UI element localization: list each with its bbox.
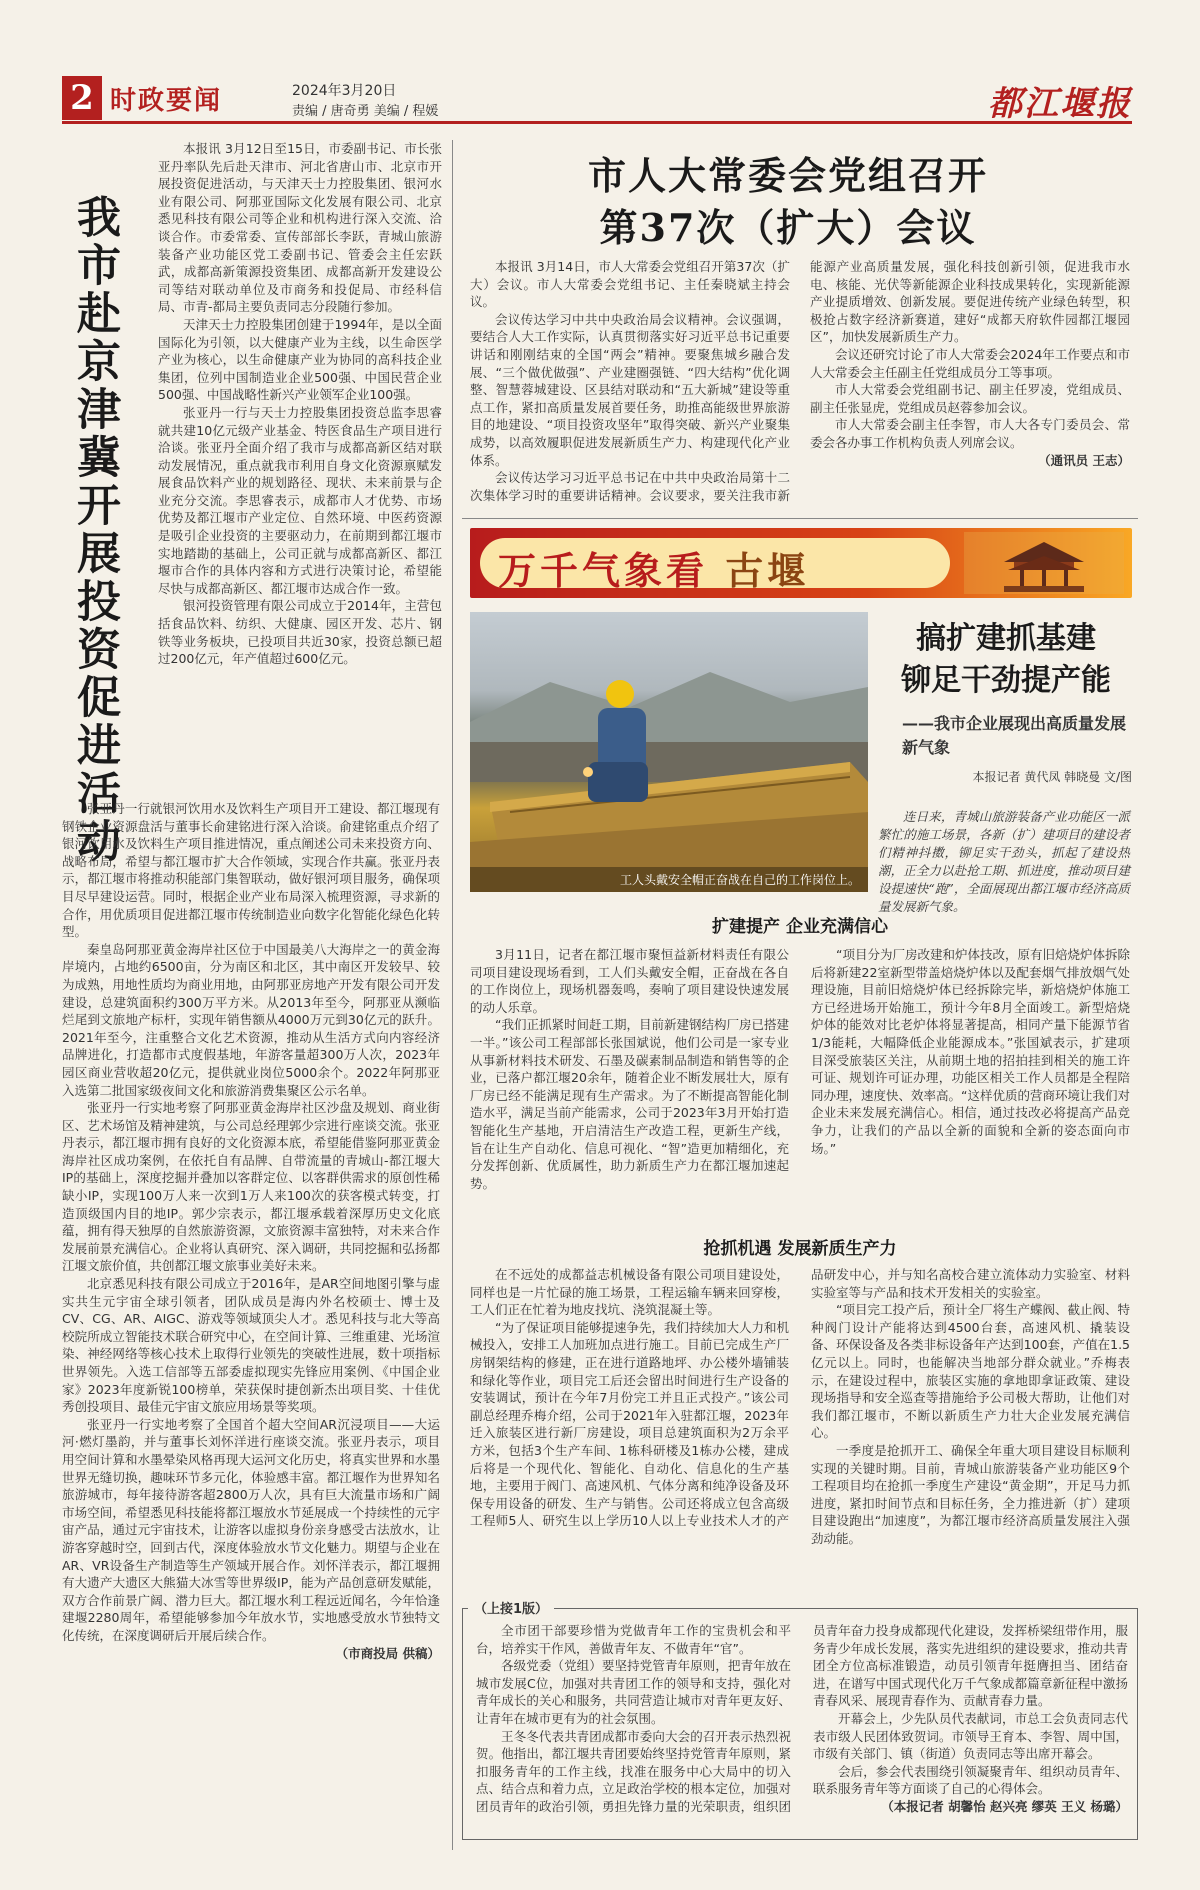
headline-line: 铆足干劲提产能 [901,663,1111,698]
paragraph: 各级党委（党组）要坚持党管青年原则，把青年放在城市发展C位，加强对共青团工作的领导和支持，强化对青年成长的关心和服务，共同营造让城市对青年更友好、让青年在城市更有为的社会氛围。 [476,1658,791,1726]
article2-byline: 本报记者 黄代凤 韩晓曼 文/图 [972,770,1132,784]
paragraph: 张亚丹一行实地考察了全国首个超大空间AR沉浸项目——大运河·燃灯墨韵，并与董事长刘怀洋进行座谈交流。张亚丹表示，项目用空间计算和水墨晕染风格再现大运河文化历史，将真实世界和水墨世界无缝切换，趣味环节多元化，体验感丰富。都江堰作为世界知名旅游城市，每年接待游客超2800万人次，具有巨大流量市场和广阔市场空间，希望悉见科技能将都江堰放水节延展成一个持续性的元宇宙产品，通过元宇宙技术，让游客以虚拟身份亲身感受古法放水，让游客穿越时空，回到古代，深度体验放水节文化魅力。期望与企业在AR、VR设备生产制造等生产领域开展合作。刘怀洋表示，都江堰拥有大遗产大遗区大熊猫大冰雪等世界级IP，能为产品创意研发赋能，双方合作前景广阔、潜力巨大。都江堰水利工程远近闻名，今年恰逢建堰2280周年，希望能够参加今年放水节，实地感受放水节独特文化传统，在深度调研后开展后续合作。 [62,1416,440,1643]
photo-illustration [470,612,868,892]
paragraph: 会后，参会代表围绕引领凝聚青年、组织动员青年、联系服务青年等方面谈了自己的心得体会。 [813,1763,1128,1797]
feature-banner [470,528,1132,598]
article2-section-1 [470,946,1130,1192]
paragraph: 天津天士力控股集团创建于1994年，是以全面国际化为引领，以大健康产业为主线，以生命医学产业为核心，以生命健康产业为协同的高科技企业集团，位列中国制造业企业500强、中国民营企业500强、中国战略性新兴产业领军企业100强。 [158,316,442,403]
issue-date: 2024年3月20日 [292,83,397,99]
paragraph: 本报讯 3月12日至15日，市委副书记、市长张亚丹率队先后赴天津市、河北省唐山市、北京市开展投资促进活动，与天津天士力控股集团、银河水业有限公司、阿那亚国际文化发展有限公司、北京悉见科技有限公司等企业和机构进行深入交流、洽谈合作。市委常委、宣传部部长李跃，青城山旅游装备产业功能区党工委副书记、管委会主任宏跃武，成都高新策源投资集团、成都高新开发建设公司等结对联动单位及市商务和投促局、市经科信局、市青-都局主要负责同志分段随行参加。 [158,141,442,315]
article1-headline [468,150,1108,254]
left-article-credit: （市商投局 供稿） [335,1645,440,1661]
paragraph: 会议还研究讨论了市人大常委会2024年工作要点和市人大常委会主任副主任党组成员分工等事项。 [810,346,1130,380]
column-divider [452,140,453,1850]
photo-caption: 工人头戴安全帽正奋战在自己的工作岗位上。 [470,867,868,892]
continued-article-body [476,1622,1128,1816]
headline-line: 搞扩建抓基建 [916,621,1096,656]
headline-line: 市人大常委会党组召开 [587,153,988,198]
paragraph: 王冬冬代表共青团成都市委向大会的召开表示热烈祝贺。他指出，都江堰共青团要始终坚持党管青年原则，紧扣服务青年的工作主线，找准在服务中心大局中的切入点、结合点和着力点，立足政治学校的根本定位，加强对团员青年的政治引领，勇担先锋力量的光荣职责，组织团员青年奋力投身成都现代化建设，发挥桥梁纽带作用，服务青少年成长发展，落实先进组织的建设要求，推动共青团全方位高标准锻造，动员引领青年挺膺担当、团结奋进，在谱写中国式现代化万千气象成都篇章新征程中激扬青春风采、展现青春作为、贡献青春力量。 [476,1623,1128,1814]
paragraph: 会议传达学习中共中央政治局会议精神。会议强调，要结合人大工作实际，认真贯彻落实好习近平总书记重要讲话和刚刚结束的全国“两会”精神。要聚焦城乡融合发展、“三个做优做强”、产业建圈强链、“四大结构”优化调整、智慧蓉城建设、区县结对联动和“五大新城”建设等重点工作，紧扣高质量发展首要任务，助推高能级世界旅游目的地建设、“项目投资攻坚年”取得突破、新兴产业聚集成势，以高效履职促进发展新质生产力、构建现代化产业体系。 [470,311,790,468]
paragraph: “项目完工投产后，预计全厂将生产蝶阀、截止阀、特种阀门设计产能将达到4500台套，高速风机、撬装设备、环保设备及各类非标设备年产达到100套，产值在1.5亿元以上。同时，也能解决当地部分群众就业。”乔梅表示，在建设过程中，旅装区实施的拿地即拿证政策、建设现场指导和安全巡查等措施给予公司极大帮助，让他们对我们都江堰市，不断以新质生产力壮大企业发展充满信心。 [811,1302,1130,1441]
masthead [62,76,1132,124]
paragraph: “项目分为厂房改建和炉体技改，原有旧焙烧炉体拆除后将新建22室新型带盖焙烧炉体以及配套烟气排放烟气处理设施，目前旧焙烧炉体已经拆除完毕，新焙烧炉体施工方已经进场开始施工，预计今年8月全面竣工。新型焙烧炉体的能效对比老炉体将显著提高，相同产量下能源节省1/3能耗，大幅降低企业能源成本。”张国斌表示，扩建项目深受旅装区关注，从前期土地的招拍挂到相关的施工许可证、规划许可证办理，功能区相关工作人员都是全程陪同办理，速度快、效率高。“这样优质的营商环境让我们对企业未来发展充满信心。相信，通过技改必将提高产品竞争力，让我们的产品以全新的面貌和全新的姿态面向市场。” [811,947,1130,1156]
paragraph: 张亚丹一行就银河饮用水及饮料生产项目开工建设、都江堰现有钢铁企业资源盘活与董事长俞建铭进行深入洽谈。俞建铭重点介绍了银河饮用水及饮料生产项目推进情况，重点阐述公司未来投资方向、战略布局，希望与都江堰市扩大合作领域，实现合作共赢。张亚丹表示，都江堰市将推动积能部门集智联动，做好银河项目服务，确保项目尽早建设运营。同时，根据企业产业布局深入梳理资源，寻求新的合作，用优质项目促进都江堰市传统制造业向数字化智能化绿色化转型。 [62,801,440,940]
article2-subhead-2: 抢抓机遇 发展新质生产力 [703,1239,897,1259]
continued-tag: （上接1版） [468,1598,554,1617]
paragraph: 一季度是抢抓开工、确保全年重大项目建设目标顺利实现的关键时期。目前，青城山旅游装备产业功能区9个工程项目均在抢抓一季度生产建设“黄金期”，开足马力抓进度，紧扣时间节点和目标任务，全力推进新（扩）建项目建设跑出“加速度”，为都江堰市经济高质量发展注入强劲动能。 [811,1442,1130,1546]
article1-credit: （通讯员 王志） [1038,452,1130,468]
paragraph: “为了保证项目能够提速争先，我们持续加大人力和机械投入，安排工人加班加点进行施工。目前已完成生产厂房钢架结构的修建，正在进行道路地坪、办公楼外墙铺装和绿化等作业，项目完工后还会留出时间进行生产设备的安装调试，预计在今年7月份完工并且正式投产。”该公司副总经理乔梅介绍，公司于2021年入驻都江堰，2023年迁入旅装区进行新厂房建设，项目总建筑面积为2万余平方米，包括3个生产车间、1栋科研楼及1栋办公楼，建成后将是一个现代化、智能化、自动化、信息化的生产基地，主要用于阀门、高速风机、气体分离和纯净设备及环保专用设备的研发、生产与销售。公司还将成立包含高级工程师5人、研究生以上学历10人以上专业技术人才的产品研发中心，并与知名高校合建立流体动力实验室、材料实验室等与产品和技术开发相关的实验室。 [470,1267,1130,1529]
paragraph: 会议传达学习习近平总书记在中共中央政治局第十二次集体学习时的重要讲话精神。会议要求，要关注我市新能源产业高质量发展，强化科技创新引领，促进我市水电、核能、光伏等新能源企业科技成果转化，实现新能源产业提质增效、创新发展。要促进传统产业绿色转型，积极抢占数字经济新赛道，建好“成都天府软件园都江堰园区”，加快发展新质生产力。 [470,259,1130,503]
paragraph: 3月11日，记者在都江堰市聚恒益新材料责任有限公司项目建设现场看到，工人们头戴安全帽，正奋战在各自的工作岗位上，现场机器轰鸣，奏响了项目建设快速发展的动人乐章。 [470,947,789,1015]
banner-title-main: 万千气象看 [498,548,709,593]
paragraph: 市人大常委会副主任李智，市人大各专门委员会、常委会各办事工作机构负责人列席会议。 [810,417,1130,450]
left-article-body-top [158,140,442,668]
article2-subtitle: ——我市企业展现出高质量发展新气象 [902,714,1127,757]
section-title: 时政要闻 [110,86,223,116]
banner-title-accent: 古堰 [725,548,810,593]
paragraph: 开幕会上，少先队员代表献词，市总工会负责同志代表市级人民团体致贺词。市领导王育本、李智、周中国，市级有关部门、镇（街道）负责同志等出席开幕会。 [813,1710,1128,1762]
article2-subhead-1: 扩建提产 企业充满信心 [712,917,888,937]
left-article-body-bottom [62,800,440,1662]
article2-headline [880,618,1132,702]
paragraph: 本报讯 3月14日，市人大常委会党组召开第37次（扩大）会议。市人大常委会党组书记、主任秦晓斌主持会议。 [470,259,790,310]
newspaper-logo: 都江堰报 [988,84,1132,124]
worker-welding-photo [470,612,868,892]
continued-article-credit: （本报记者 胡馨怡 赵兴亮 缪英 王义 杨璐） [881,1798,1128,1814]
article1-body [470,258,1130,504]
paragraph: “我们正抓紧时间赶工期，目前新建钢结构厂房已搭建一半。”该公司工程部部长张国斌说，他们公司是一家专业从事新材料技术研发、石墨及碳素制品制造和销售等的企业，已落户都江堰20余年，随着企业不断发展壮大，原有厂房已经不能满足现有生产需求。为了不断提高智能化制造水平，满足当前产能需求，公司于2023年3月开始打造智能化生产基地，开启清洁生产改造工程，更新生产线，旨在让生产自动化、信息可视化、“智”造更加精细化，充分发挥创新、优质属性，助力新质生产力在都江堰加速起势。 [470,1017,789,1191]
editors-line: 责编 / 唐奇勇 美编 / 程媛 [292,104,439,119]
headline-line: 第37次（扩大）会议 [599,205,977,250]
paragraph: 银河投资管理有限公司成立于2014年，主营包括食品饮料、纺织、大健康、园区开发、芯片、钢铁等业务板块，已投项目共近30家，投资总额已超过200亿元，年产值超过600亿元。 [158,598,442,667]
section-divider [462,518,1138,519]
paragraph: 市人大常委会党组副书记、副主任罗凌，党组成员、副主任张显虎，党组成员赵蓉参加会议。 [810,382,1130,415]
paragraph: 张亚丹一行实地考察了阿那亚黄金海岸社区沙盘及规划、商业街区、艺术场馆及精神建筑，与公司总经理郭少宗进行座谈交流。张亚丹表示，都江堰市拥有良好的文化资源本底，希望能借鉴阿那亚黄金海岸社区成功案例，在依托自有品牌、自带流量的青城山-都江堰大IP的基础上，深度挖掘并叠加以客群定位、以客群供需求的原创性稀缺小IP，实现100万人来一次到1万人来100次的获客模式转变，打造顶级国内目的地IP。郭少宗表示，都江堰承载着深厚历史文化底蕴，拥有得天独厚的自然旅游资源，文旅资源丰富独特，对未来合作发展前景充满信心。企业将认真研究、深入调研，共同挖掘和弘扬都江堰文旅价值，共创都江堰文旅事业美好未来。 [62,1100,440,1274]
banner-title [498,540,809,595]
pavilion-illustration [964,532,1124,594]
left-article [62,140,440,1820]
left-article-headline: 我市赴京津冀开展投资促进活动 [69,194,120,866]
page-number: 2 [62,76,102,120]
paragraph: 秦皇岛阿那亚黄金海岸社区位于中国最美八大海岸之一的黄金海岸境内，占地约6500亩，分为南区和北区，其中南区开发较早、较为成熟，用地性质均为商业用地，由阿那亚房地产开发有限公司开发建设，总建筑面积约300万平方米。从2013年至今，阿那亚从濒临烂尾到文旅地产标杆，实现年销售额从4000万元到30亿元的跃升。2021年至今，注重整合文化艺术资源，推动从生活方式向内容经济品牌进化，打造都市式度假基地，年游客量超300万人次，2023年园区商业营收超20亿元，提供就业岗位5000余个。2022年阿那亚入选第二批国家级夜间文化和旅游消费集聚区公示名单。 [62,941,440,1098]
article2-section-2 [470,1266,1130,1548]
paragraph: 在不远处的成都益志机械设备有限公司项目建设处，同样也是一片忙碌的施工场景，工程运输车辆来回穿梭，工人们正在忙着为地皮找坑、浇筑混凝土等。 [470,1267,789,1318]
article2-lede: 连日来，青城山旅游装备产业功能区一派繁忙的施工场景，各新（扩）建项目的建设者们精神抖擞，铆足实干劲头，抓起了建设热潮，正全力以赴抢工期、抓进度，推动项目建设提速快“跑”，全面展现出都江堰市经济高质量发展新气象。 [878,809,1130,914]
paragraph: 北京悉见科技有限公司成立于2016年，是AR空间地图引擎与虚实共生元宇宙全球引领者，团队成员是海内外名校硕士、博士及CV、CG、AR、AIGC、游戏等领域顶尖人才。悉见科技与北大等高校院所成立智能技术联合研究中心，在空间计算、三维重建、光场渲染、神经网络等核心技术上取得行业领先的突破性进展，数十项指标世界领先。入选工信部等五部委虚拟现实先锋应用案例、《中国企业家》2023年度新锐100榜单，荣获保时捷创新杰出项目奖、十佳优秀创投项目、最佳元宇宙文旅应用场景等奖项。 [62,1276,440,1415]
paragraph: 全市团干部要珍惜为党做青年工作的宝贵机会和平台，培养实干作风，善做青年友、不做青年“官”。 [476,1623,791,1656]
paragraph: 张亚丹一行与天士力控股集团投资总监李思睿就共建10亿元级产业基金、特医食品生产项目进行洽谈。张亚丹全面介绍了我市与成都高新区结对联动发展情况，重点就我市利用自身文化资源禀赋发展食品饮料产业的规划路径、现状、未来前景与企业充分交流。李思睿表示，成都市人才优势、市场优势及都江堰市产业定位、自然环境、中医药资源是吸引企业投资的主要驱动力，在前期到都江堰市实地踏勘的基础上，公司正就与成都高新区、都江堰市合作的具体内容和方式进行决策讨论，希望能尽快与成都高新区、都江堰市达成合作一致。 [158,404,442,596]
